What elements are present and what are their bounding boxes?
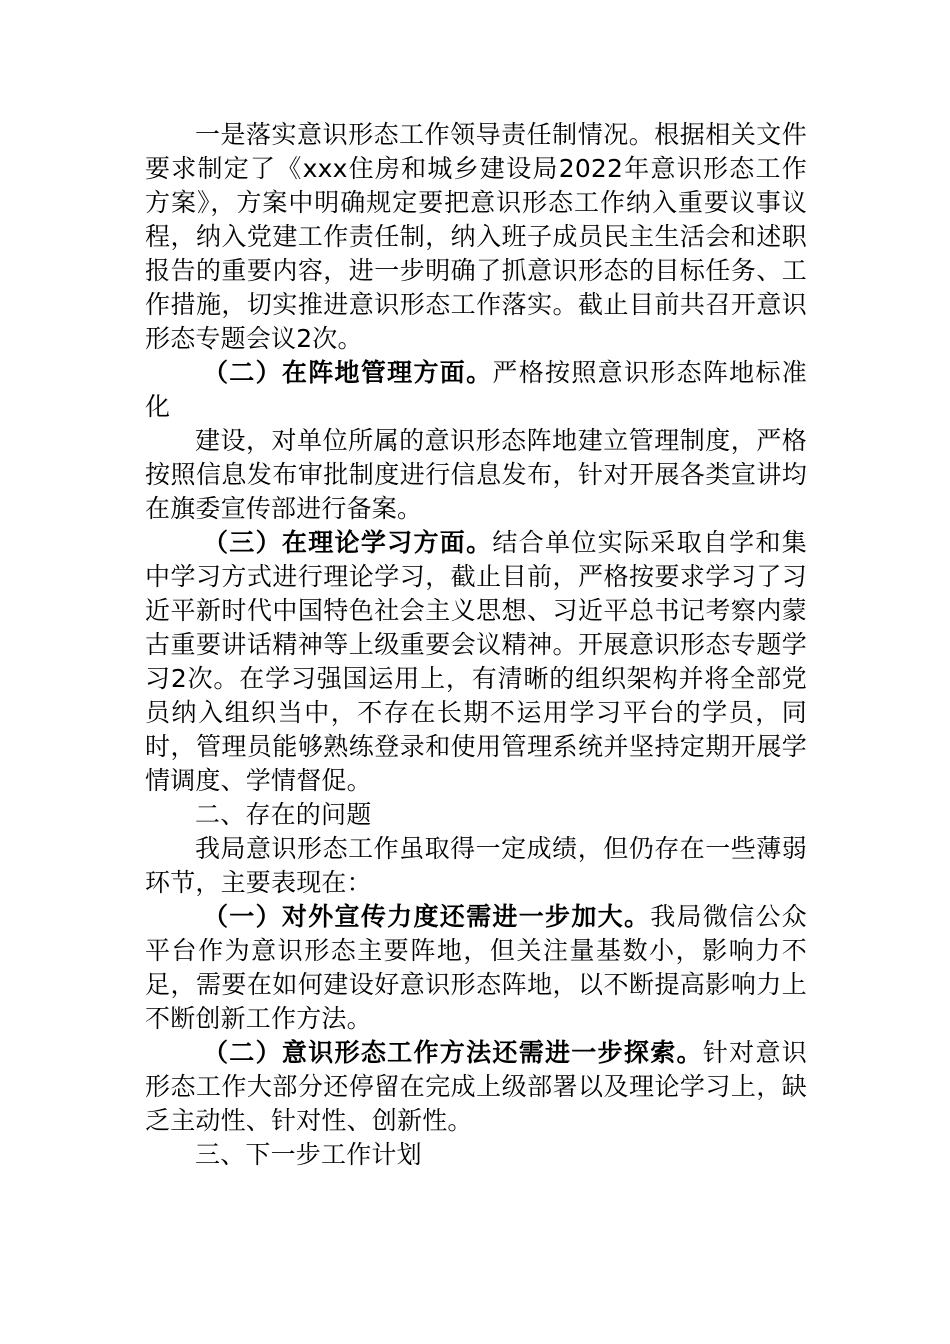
paragraph-problems-intro	[145, 832, 807, 900]
paragraph-text: 我局微信公众平台作为意识形态主要阵地，但关注量基数小，影响力不足，需要在如何建设好意识形态阵地，以不断提高影响力上不断创新工作方法。	[145, 902, 807, 1033]
document-body	[145, 118, 807, 1172]
paragraph-publicity-problem	[145, 900, 807, 1036]
paragraph-text: 建设，对单位所属的意识形态阵地建立管理制度，严格按照信息发布审批制度进行信息发布，针对开展各类宣讲均在旗委宣传部进行备案。	[145, 426, 807, 523]
paragraph-text: 一是落实意识形态工作领导责任制情况。根据相关文件要求制定了《xxx住房和城乡建设局2022年意识形态工作方案》，方案中明确规定要把意识形态工作纳入重要议事议程，纳入党建工作责任制，纳入班子成员民主生活会和述职报告的重要内容，进一步明确了抓意识形态的目标任务、工作措施，切实推进意识形态工作落实。截止目前共召开意识形态专题会议2次。	[145, 120, 807, 353]
subheading-publicity-problem: （一）对外宣传力度还需进一步加大。	[203, 902, 651, 931]
paragraph-theory-study	[145, 526, 807, 798]
subheading-position-management: （二）在阵地管理方面。	[203, 358, 493, 387]
paragraph-position-construction	[145, 424, 807, 526]
section-title-problems: 二、存在的问题	[195, 800, 372, 829]
paragraph-text: 针对意识形态工作大部分还停留在完成上级部署以及理论学习上，缺乏主动性、针对性、创新性。	[145, 1038, 807, 1135]
section-title-next-steps: 三、下一步工作计划	[195, 1140, 422, 1169]
paragraph-position-management	[145, 356, 807, 424]
paragraph-text: 严格按照意识形态阵地标准化	[145, 358, 808, 421]
subheading-theory-study: （三）在理论学习方面。	[203, 528, 493, 557]
paragraph-text: 我局意识形态工作虽取得一定成绩，但仍存在一些薄弱环节，主要表现在：	[145, 834, 807, 897]
paragraph-responsibility-system	[145, 118, 807, 356]
subheading-method-problem: （二）意识形态工作方法还需进一步探索。	[203, 1038, 703, 1067]
paragraph-text: 结合单位实际采取自学和集中学习方式进行理论学习，截止目前，严格按要求学习了习近平新时代中国特色社会主义思想、习近平总书记考察内蒙古重要讲话精神等上级重要会议精神。开展意识形态专题学习2次。在学习强国运用上，有清晰的组织架构并将全部党员纳入组织当中，不存在长期不运用学习平台的学员，同时，管理员能够熟练登录和使用管理系统并坚持定期开展学情调度、学情督促。	[145, 528, 808, 795]
paragraph-method-problem	[145, 1036, 807, 1138]
